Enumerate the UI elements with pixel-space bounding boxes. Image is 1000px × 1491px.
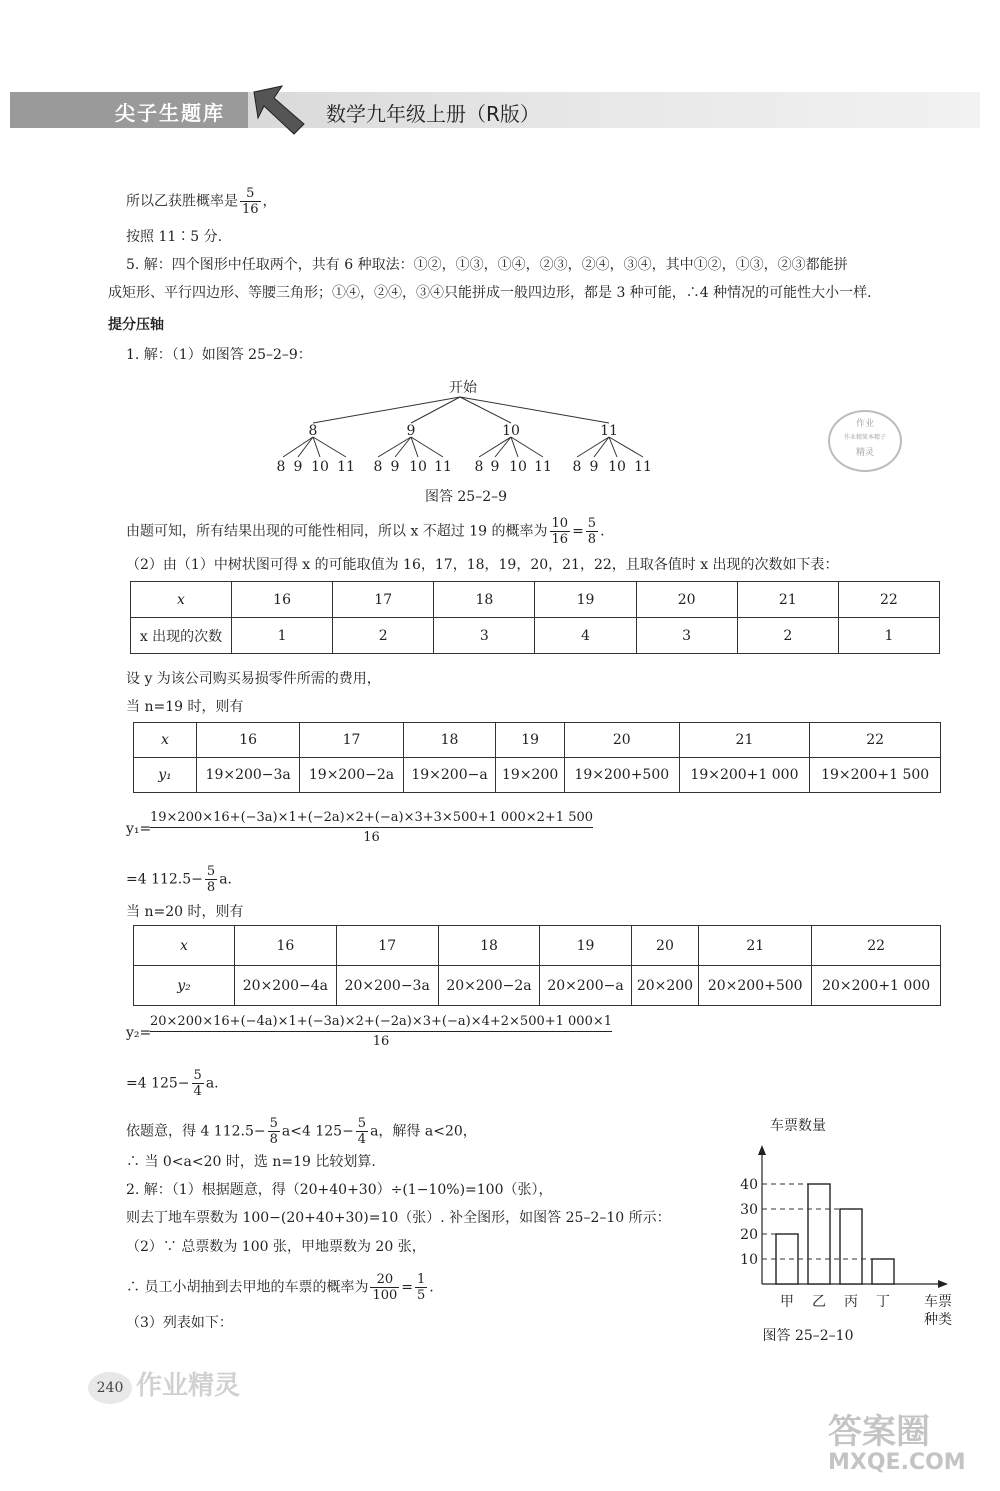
tree-caption: 图答 25–2–9 [424,489,508,505]
y-tick-label: 10 [740,1252,758,1268]
y-tick-label: 20 [740,1227,758,1243]
table-header-cell: 17 [333,582,434,618]
table-header-cell: 18 [438,926,540,966]
site-url: MXQE.COM [828,1450,966,1475]
header-title: 数学九年级上册（R版） [326,102,540,126]
table-header-cell: 18 [434,582,535,618]
table-cell: 1 [232,618,333,654]
table-cost-n20 [133,925,941,1006]
tree-leaf: 8 [572,459,582,475]
tree-node: 10 [502,423,520,439]
table-header-cell: 16 [232,582,333,618]
bar [776,1234,798,1284]
y-tick-label: 30 [740,1202,758,1218]
chart-caption: 图答 25–2–10 [762,1328,854,1344]
line-score: 按照 11∶5 分. [126,229,223,245]
y1-label: y₁= [126,821,152,837]
table-header-cell: 22 [838,582,939,618]
table-header-cell: 21 [737,582,838,618]
page-number: 240 [88,1372,132,1404]
table-cell: 19×200+500 [564,758,679,793]
line-y1-result: =4 112.5− $\frac{5}{8}$ a. [126,864,232,895]
y2-fraction: $\frac{20\times 200\times 16+(-4a)\times 1+(-3a)\times 2+(-2a)\times 3+(-a)\times 4+2\times 500+1 000\times 1}{16}$ [150,1014,613,1049]
table-cell: 19×200 [496,758,565,793]
table-header-cell: 20 [636,582,737,618]
tree-leaf: 9 [293,459,303,475]
x-axis-label: 种类 [924,1312,952,1328]
x-tick-label: 丁 [876,1294,890,1310]
tree-leaf: 10 [509,459,527,475]
bar-chart [730,1108,960,1358]
x-tick-label: 丙 [844,1294,858,1310]
table-cell: 19×200−3a [197,758,300,793]
x-axis-label: 车票 [924,1294,952,1310]
line-set-y: 设 y 为该公司购买易损零件所需的费用， [126,671,381,687]
table-header-cell: 19 [496,723,565,758]
tree-leaf: 10 [608,459,626,475]
table-header-cell: 17 [336,926,438,966]
x-axis-arrow [938,1280,948,1288]
table-row-label: y₁ [134,758,197,793]
line-q2-1: 2. 解：（1）根据题意，得（20+40+30）÷(1−10%)=100（张）， [126,1182,553,1198]
section-title: 提分压轴 [108,317,164,333]
tree-leaf: 11 [337,459,355,475]
line-conclusion: ∴ 当 0<a<20 时，选 n=19 比较划算. [126,1154,376,1170]
table-cell: 20×200+1 000 [812,966,941,1006]
table-header-cell: x [131,582,232,618]
y1-fraction: $\frac{19\times 200\times 16+(-3a)\times 1+(-2a)\times 2+(-a)\times 3+3\times 500+1 000\times 2+1 500}{16}$ [150,810,594,845]
line-q5-a: 5. 解：四个图形中任取两个，共有 6 种取法：①②，①③，①④，②③，②④，③④，其中①②，①③，②③都能拼 [126,257,848,273]
tree-leaf: 8 [373,459,383,475]
table-cell: 20×200+500 [699,966,812,1006]
tree-leaf: 11 [434,459,452,475]
bar [808,1184,830,1284]
table-cell: 2 [333,618,434,654]
tree-leaf: 11 [634,459,652,475]
line-q5-b: 成矩形、平行四边形、等腰三角形；①④，②④，③④只能拼成一般四边形，都是 3 种可能，∴4 种情况的可能性大小一样. [108,285,872,301]
footer-watermark: 作业精灵 [136,1371,241,1401]
table-header-cell: 20 [631,926,699,966]
table-row-label: x 出现的次数 [131,618,232,654]
line-probability-b: 所以乙获胜概率是 $\frac{5}{16}$ ， [126,186,277,217]
x-tick-label: 甲 [780,1294,794,1310]
table-header-cell: x [134,723,197,758]
tree-leaf: 8 [276,459,286,475]
table-cell: 20×200 [631,966,699,1006]
table-cell: 3 [636,618,737,654]
table-header-cell: 19 [540,926,631,966]
tree-leaf: 10 [311,459,329,475]
line-q1: 1. 解：（1）如图答 25–2–9： [126,347,312,363]
table-frequency [130,581,940,654]
table-header-cell: x [134,926,235,966]
y2-label: y₂= [126,1025,152,1041]
tree-node: 8 [308,423,318,439]
tree-leaf: 9 [589,459,599,475]
table-cell: 20×200−a [540,966,631,1006]
line-inequality: 依题意，得 4 112.5− $\frac{5}{8}$ a<4 125− $\frac{5}{4}$ a，解得 a<20， [126,1116,477,1147]
y-tick-label: 40 [740,1177,758,1193]
line-q1-2: （2）由（1）中树状图可得 x 的可能取值为 16，17，18，19，20，21，22，且取各值时 x 出现的次数如下表： [126,557,839,573]
tree-leaf: 9 [390,459,400,475]
table-header-cell: 22 [812,926,941,966]
chart-ylabel: 车票数量 [770,1118,826,1134]
table-cell: 20×200−4a [235,966,337,1006]
line-q2-5: （3）列表如下： [126,1315,233,1331]
stamp: 作业 作业精简本精子 精灵 [828,410,902,472]
table-header-cell: 18 [403,723,496,758]
bar [872,1259,894,1284]
table-cell: 19×200+1 000 [679,758,810,793]
table-header-cell: 16 [235,926,337,966]
table-header-cell: 17 [300,723,403,758]
line-q2-4: ∴ 员工小胡抽到去甲地的车票的概率为 $\frac{20}{100}$ = $\frac{1}{5}$ . [126,1272,434,1303]
table-cell: 3 [434,618,535,654]
header-brand: 尖子生题库 [115,101,225,125]
table-cell: 1 [838,618,939,654]
table-cost-n19 [133,722,941,793]
line-q2-3: （2）∵ 总票数为 100 张，甲地票数为 20 张， [126,1239,426,1255]
table-cell: 20×200−2a [438,966,540,1006]
x-tick-label: 乙 [812,1294,826,1310]
table-cell: 19×200−a [403,758,496,793]
table-header-cell: 21 [699,926,812,966]
table-row-label: y₂ [134,966,235,1006]
table-cell: 19×200−2a [300,758,403,793]
line-n19: 当 n=19 时，则有 [126,699,244,715]
y-axis-arrow [758,1145,766,1155]
tree-node: 11 [600,423,618,439]
table-header-cell: 19 [535,582,636,618]
table-header-cell: 16 [197,723,300,758]
tree-leaf: 10 [409,459,427,475]
table-header-cell: 21 [679,723,810,758]
tree-leaf: 8 [474,459,484,475]
tree-root: 开始 [449,380,477,396]
line-probability-x: 由题可知，所有结果出现的可能性相同，所以 x 不超过 19 的概率为 $\frac{10}{16}$ = $\frac{5}{8}$ . [126,516,605,547]
table-cell: 20×200−3a [336,966,438,1006]
arrow-icon [248,84,308,136]
tree-diagram [260,375,680,515]
table-cell: 4 [535,618,636,654]
tree-leaf: 9 [490,459,500,475]
tree-node: 9 [406,423,416,439]
header-brand-block [10,92,248,128]
bar [840,1209,862,1284]
line-q2-2: 则去丁地车票数为 100−(20+40+30)=10（张）. 补全图形，如图答 25–2–10 所示： [126,1210,671,1226]
table-cell: 19×200+1 500 [810,758,941,793]
table-cell: 2 [737,618,838,654]
site-logo: 答案圈 [828,1412,930,1452]
line-n20: 当 n=20 时，则有 [126,904,244,920]
table-header-cell: 20 [564,723,679,758]
table-header-cell: 22 [810,723,941,758]
tree-leaf: 11 [534,459,552,475]
line-y2-result: =4 125− $\frac{5}{4}$ a. [126,1068,219,1099]
